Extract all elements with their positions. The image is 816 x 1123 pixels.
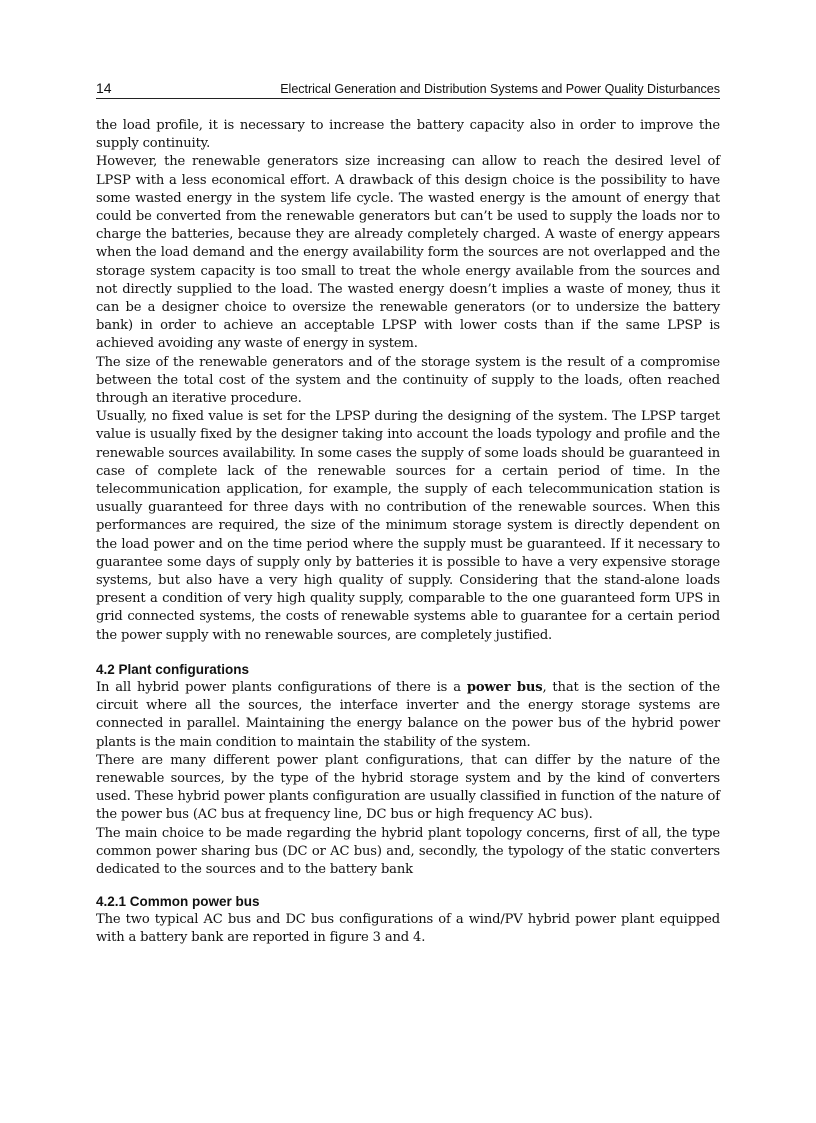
running-title: Electrical Generation and Distribution Systems and Power Quality Disturbances xyxy=(280,82,720,96)
page-header xyxy=(96,78,720,99)
paragraph: Usually, no fixed value is set for the LPSP during the designing of the system. The LPSP target value is usually fixed by the designer taking into account the loads typology and profile and the renewable sources availability. In some cases the supply of some loads should be guaranteed in case of complete lack of the renewable sources for a certain period of time. In the telecommunication application, for example, the supply of each telecommunication station is usually guaranteed for three days with no contribution of the renewable sources. When this performances are required, the size of the minimum storage system is directly dependent on the load power and on the time period where the supply must be guaranteed. If it necessary to guarantee some days of supply only by batteries it is possible to have a very expensive storage systems, but also have a very high quality of supply. Considering that the stand-alone loads present a condition of very high quality supply, comparable to the one guaranteed form UPS in grid connected systems, the costs of renewable systems able to guarantee for a certain period the power supply with no renewable sources, are completely justified. xyxy=(96,409,720,643)
paragraph: However, the renewable generators size increasing can allow to reach the desired level of LPSP with a less economical effort. A drawback of this design choice is the possibility to have some wasted energy in the system life cycle. The wasted energy is the amount of energy that could be converted from the renewable generators but can’t be used to supply the loads nor to charge the batteries, because they are already completely charged. A waste of energy appears when the load demand and the energy availability form the sources are not overlapped and the storage system capacity is too small to treat the whole energy available from the sources and not directly supplied to the load. The wasted energy doesn’t implies a waste of money, thus it can be a designer choice to oversize the renewable generators (or to undersize the battery bank) in order to achieve an acceptable LPSP with lower costs than if the same LPSP is achieved avoiding any waste of energy in system. xyxy=(96,154,720,352)
paragraph: the load profile, it is necessary to increase the battery capacity also in order to improve the supply continuity. xyxy=(96,118,720,152)
section-heading-plant-configurations: 4.2 Plant configurations xyxy=(96,661,250,677)
paragraph xyxy=(96,679,720,752)
paragraph-text: , that is the section of the circuit where all the sources, the interface inverter and the energy storage systems are connected in parallel. Maintaining the energy balance on the power bus of the hybrid power plants is the main condition to maintain the stability of the system. xyxy=(96,679,720,750)
paragraph-text: In all hybrid power plants configurations of there is a xyxy=(96,679,467,695)
paragraph: The size of the renewable generators and of the storage system is the result of a compromise between the total cost of the system and the continuity of supply to the loads, often reached through an iterative procedure. xyxy=(96,354,720,407)
page-number: 14 xyxy=(96,80,112,96)
page-body xyxy=(96,117,720,948)
power-bus-term: power bus xyxy=(466,679,543,695)
paragraph: The two typical AC bus and DC bus configurations of a wind/PV hybrid power plant equipped with a battery bank are reported in figure 3 and 4. xyxy=(96,912,720,946)
paragraph: The main choice to be made regarding the hybrid plant topology concerns, first of all, the type common power sharing bus (DC or AC bus) and, secondly, the typology of the static converters dedicated to the sources and to the battery bank xyxy=(96,825,720,877)
paragraph: There are many different power plant configurations, that can differ by the nature of the renewable sources, by the type of the hybrid storage system and by the kind of converters used. These hybrid power plants configuration are usually classified in function of the nature of the power bus (AC bus at frequency line, DC bus or high frequency AC bus). xyxy=(96,752,720,823)
section-heading-common-power-bus: 4.2.1 Common power bus xyxy=(96,894,260,910)
